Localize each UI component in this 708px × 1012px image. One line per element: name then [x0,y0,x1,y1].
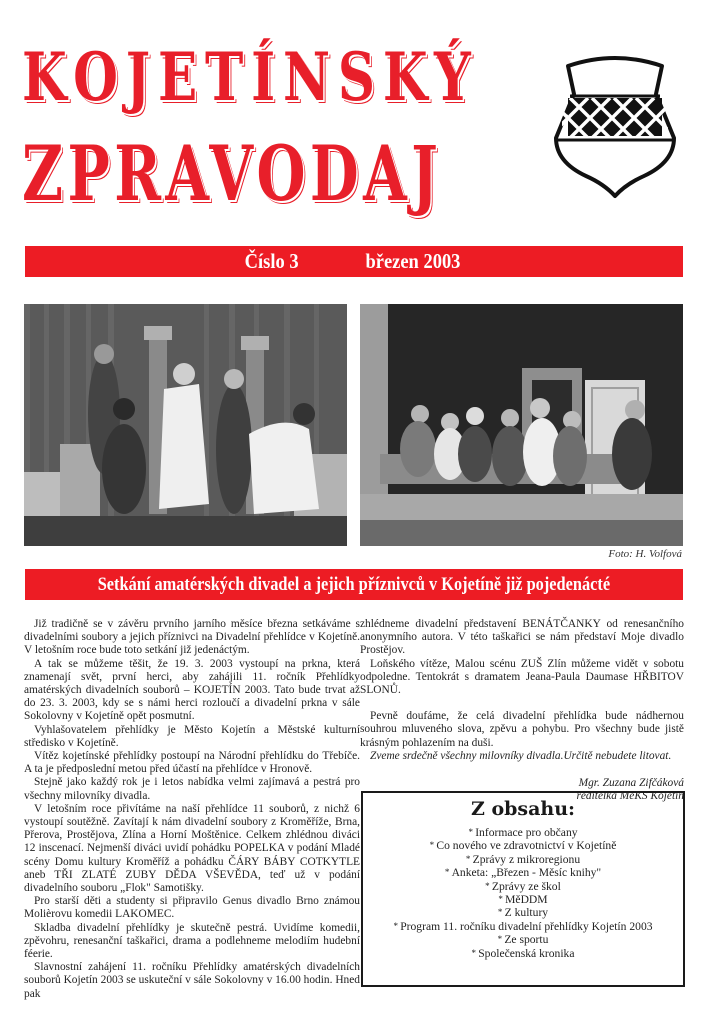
contents-item: * MěDDM [363,893,683,906]
coat-of-arms-icon [548,54,682,200]
article-paragraph: Vyhlašovatelem přehlídky je Město Kojetín a Městské kulturní středisko v Kojetíně. [24,723,360,749]
photo-theatre-bench-scene [360,304,683,546]
issue-date: březen 2003 [365,249,461,273]
article-headline-bar [25,569,683,600]
issue-number: Číslo 3 [245,249,299,273]
article-column-right [360,618,684,803]
contents-item: * Informace pro občany [363,826,683,839]
contents-item: * Společenská kronika [363,947,683,960]
issue-bar [25,246,683,277]
article-column-left [24,618,360,1001]
article-headline: Setkání amatérských divadel a jejich příznivců v Kojetíně již pojedenácté [97,573,611,595]
author-name: Mgr. Zuzana Zifčáková [578,777,684,790]
article-paragraph: Loňského vítěze, Malou scénu ZUŠ Zlín můžeme vidět v sobotu odpoledne. Tentokrát s dramatem Jeana-Paula Daumase HŘBITOV SLONŮ. [360,657,684,697]
article-paragraph: Slavnostní zahájení 11. ročníku Přehlídky amatérských divadelních souborů Kojetín 2003 se uskuteční v sále Sokolovny v 16.00 hodin. Hned pak [24,961,360,1000]
contents-item: * Program 11. ročníku divadelní přehlídky Kojetín 2003 [363,920,683,933]
contents-item: * Zprávy ze škol [363,880,683,893]
contents-item: * Co nového ve zdravotnictví v Kojetíně [363,839,683,852]
article-paragraph: Pro starší děti a studenty si připravilo Genus divadlo Brno známou Molièrovu komedii LAKOMEC. [24,895,360,921]
photo-theatre-antique-scene [24,304,347,546]
article-paragraph: Vítěz kojetínské přehlídky postoupí na Národní přehlídku do Třebíče. A ta je předposlední metou před účastí na přehlídce v Hronově. [24,750,360,776]
article-paragraph: A tak se můžeme těšit, že 19. 3. 2003 vystoupí na prkna, která znamenají svět, první herci, aby zahájili 11. ročník Přehlídky amatérských divadelních souborů – KOJETÍN 2003. Tato bude trvat až do 23. 3. 2003, kdy se s námi herci rozloučí a divadelní prkna v sále Sokolovny v Kojetíně opět posmutní. [24,657,360,723]
contents-item: * Zprávy z mikroregionu [363,853,683,866]
article-invitation: Zveme srdečně všechny milovníky divadla.Určitě nebudete litovat. [370,749,672,762]
contents-box [361,791,685,987]
article-paragraph: Pevně doufáme, že celá divadelní přehlídka bude nádhernou souhrou mluveného slova, zpěvu a pohybu. Pro všechny bude jistě krásným pohlazením na duši. [360,710,684,749]
contents-item: * Anketa: „Březen - Měsíc knihy" [363,866,683,879]
masthead-title-line-2: ZPRAVODAJ [22,129,443,218]
author-role: ředitelka MěKS Kojetín [576,790,684,803]
contents-list [363,826,683,960]
contents-title: Z obsahu: [470,798,576,820]
masthead-title-line-1: KOJETÍNSKÝ [22,38,479,116]
article-paragraph: Stejně jako každý rok je i letos nabídka velmi zajímavá a pestrá pro všechny milovníky divadla. [24,776,360,802]
photo-credit: Foto: H. Volfová [608,548,682,560]
article-paragraph: Skladba divadelní přehlídky je skutečně pestrá. Uvidíme komedii, zpěvohru, renesanční taškařici, drama a podlehneme melodiím hudební féerie. [24,921,360,961]
article-paragraph: Již tradičně se v závěru prvního jarního měsíce března setkáváme s divadelními soubory a jejich příznivci na Divadelní přehlídce v Kojetíně. V letošním roce bude toto setkání již jedenáctým. [24,618,360,657]
article-paragraph-continuation: zhlédneme divadelní představení BENÁTČANKY od renesančního anonymního autora. V této taškařici se nám představí Moje divadlo Prostějov. [360,618,684,657]
contents-item: * Z kultury [363,906,683,919]
contents-item: * Ze sportu [363,933,683,946]
article-paragraph: V letošním roce přivítáme na naší přehlídce 11 souborů, z nichž 6 vystoupí soutěžně. Zavítají k nám divadelní soubory z Kroměříže, Brna, Přerova, Prostějova, Zlína a Horní Moštěnice. Celkem zhlédnou diváci 12 inscenací. Nejmenší diváci uvidí pohádku POPELKA v podání Mladé scény Domu kultury Kroměříž a pohádku ČÁRY BÁBY COTKYTLE aneb TŘI ZLATÉ ZUBY DĚDA VŠEVĚDA, teď už v podání divadelního souboru „Flok" Samotišky. [24,802,360,895]
